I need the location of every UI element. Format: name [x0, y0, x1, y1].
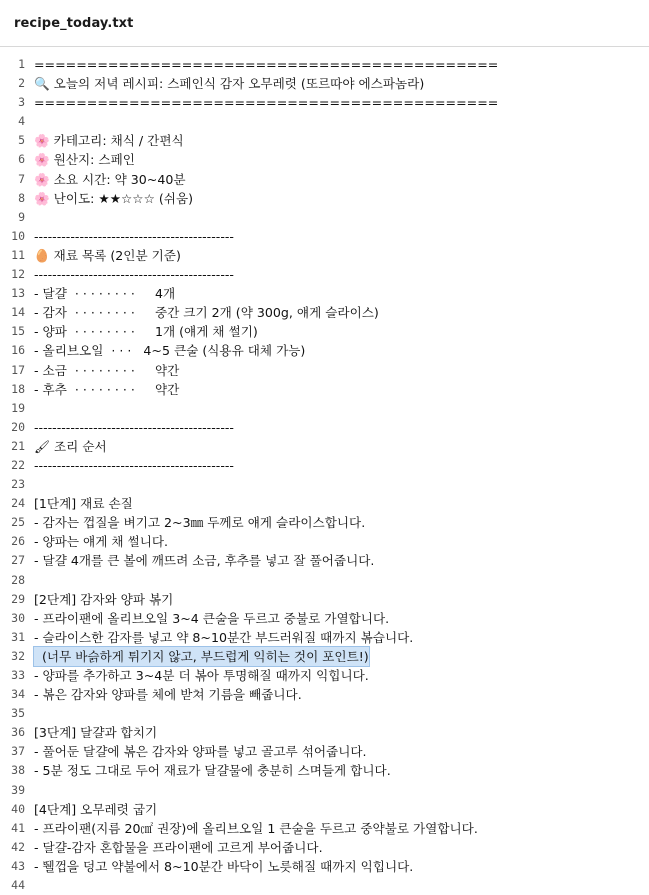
line-number: 26 — [11, 534, 25, 549]
editor-line[interactable] — [0, 55, 649, 74]
editor-line[interactable] — [0, 399, 649, 418]
line-text: - 올리브오일 · · · 4~5 큰술 (식용유 대체 가능) — [34, 343, 306, 359]
line-number: 38 — [11, 763, 25, 778]
line-number: 15 — [11, 324, 25, 339]
editor-line[interactable] — [0, 437, 649, 456]
editor-line[interactable] — [0, 857, 649, 876]
line-text: - 양파를 추가하고 3~4분 더 볶아 투명해질 때까지 익힙니다. — [34, 668, 369, 683]
editor-line[interactable] — [0, 380, 649, 399]
line-number: 25 — [11, 515, 25, 530]
editor-line[interactable] — [0, 494, 649, 513]
editor-line[interactable] — [0, 761, 649, 780]
editor-line[interactable] — [0, 475, 649, 494]
line-number: 17 — [11, 362, 25, 377]
editor-line[interactable] — [0, 284, 649, 303]
line-text: - 풀어둔 달걀에 볶은 감자와 양파를 넣고 골고루 섞어줍니다. — [34, 744, 367, 760]
line-number: 8 — [18, 190, 25, 205]
line-text: -------------------------------------------- — [34, 457, 234, 473]
line-text: - 양파는 얘게 채 썰니다. — [34, 534, 169, 550]
line-number: 5 — [18, 133, 25, 148]
line-number: 36 — [11, 725, 25, 740]
line-text: - 달걀 · · · · · · · · 4개 — [34, 286, 176, 302]
line-number: 16 — [11, 343, 25, 358]
line-text: - 슬라이스한 감자를 넣고 약 8~10분간 부드러워질 때까지 볶습니다. — [34, 629, 414, 645]
line-number: 31 — [11, 629, 25, 644]
line-number: 1 — [18, 57, 25, 71]
line-text: -------------------------------------------- — [34, 228, 234, 244]
line-number: 37 — [11, 744, 25, 759]
line-number: 21 — [11, 438, 25, 453]
line-number: 11 — [11, 247, 25, 262]
line-number: 35 — [11, 706, 25, 721]
editor-line[interactable] — [0, 723, 649, 742]
line-text: 🌸 카테고리: 채식 / 간편식 — [34, 133, 184, 149]
line-number: 2 — [18, 76, 25, 91]
line-text: - 달걀 4개를 큰 볼에 깨뜨려 소금, 후추를 넣고 잘 풀어줍니다. — [34, 553, 375, 569]
editor-line[interactable] — [0, 93, 649, 112]
line-number: 40 — [11, 801, 25, 816]
line-number: 14 — [11, 305, 25, 320]
line-text: - 감자는 껍질을 벼기고 2~3㎜ 두께로 얘게 슬라이스합니다. — [34, 515, 366, 531]
line-number: 41 — [11, 820, 25, 835]
line-number: 20 — [11, 419, 25, 434]
editor-line[interactable] — [0, 170, 649, 189]
editor-line[interactable] — [0, 838, 649, 857]
line-text: - 프라이팬(지름 20㎠ 권장)에 올리브오일 1 큰술을 두르고 중약불로 가열합니다. — [34, 820, 478, 836]
editor-line[interactable] — [0, 456, 649, 475]
line-number: 34 — [11, 687, 25, 702]
editor-line[interactable] — [0, 150, 649, 169]
line-text: - 소금 · · · · · · · · 약간 — [34, 362, 180, 378]
editor-line[interactable] — [0, 628, 649, 647]
line-text: 🌸 원산지: 스페인 — [34, 152, 135, 168]
editor-line[interactable] — [0, 647, 649, 666]
editor-line[interactable] — [0, 666, 649, 685]
line-text: - 양파 · · · · · · · · 1개 (얘게 채 썰기) — [34, 324, 258, 340]
editor-line[interactable] — [0, 361, 649, 380]
line-text: ============================================ — [34, 95, 499, 111]
editor-line[interactable] — [0, 532, 649, 551]
line-text: [1단계] 재료 손질 — [34, 496, 133, 512]
editor-line[interactable] — [0, 742, 649, 761]
line-number: 18 — [11, 381, 25, 396]
line-text: - 후추 · · · · · · · · 약간 — [34, 381, 180, 397]
line-text: 🖌 조리 순서 — [34, 438, 107, 454]
line-number: 27 — [11, 553, 25, 568]
editor-line[interactable] — [0, 227, 649, 246]
editor-line[interactable] — [0, 265, 649, 284]
editor-line[interactable] — [0, 571, 649, 590]
line-text: [4단계] 오무레렷 굽기 — [34, 801, 158, 817]
line-number: 12 — [11, 267, 25, 282]
editor-line[interactable] — [0, 609, 649, 628]
line-number: 10 — [11, 228, 25, 243]
line-text: -------------------------------------------- — [34, 419, 234, 435]
line-number: 6 — [18, 152, 25, 167]
editor-line[interactable] — [0, 246, 649, 265]
line-text: - 달걀-감자 혼합물을 프라이팬에 고르게 부어줍니다. — [34, 839, 323, 855]
editor-line[interactable] — [0, 303, 649, 322]
line-number: 44 — [11, 878, 25, 893]
editor-line[interactable] — [0, 781, 649, 800]
line-text: 🌸 소요 시간: 약 30~40분 — [34, 171, 186, 187]
line-text: 🌸 난이도: ★★☆☆☆ (쉬움) — [34, 190, 194, 206]
line-number: 24 — [11, 496, 25, 511]
editor-line[interactable] — [0, 322, 649, 341]
line-text: ============================================ — [34, 57, 499, 72]
editor-line[interactable] — [0, 418, 649, 437]
editor-line[interactable] — [0, 876, 649, 895]
editor-line[interactable] — [0, 131, 649, 150]
line-number: 3 — [18, 95, 25, 110]
editor-line[interactable] — [0, 208, 649, 227]
line-number: 19 — [11, 400, 25, 415]
line-number: 43 — [11, 858, 25, 873]
line-text: - 5분 정도 그대로 두어 재료가 달걀물에 충분히 스며들게 합니다. — [34, 763, 391, 779]
line-number: 28 — [11, 572, 25, 587]
editor-line[interactable] — [0, 800, 649, 819]
text-editor-content[interactable] — [0, 47, 649, 895]
title-bar — [0, 0, 649, 40]
line-number: 30 — [11, 610, 25, 625]
line-text: [2단계] 감자와 양파 볶기 — [34, 591, 174, 607]
editor-line[interactable] — [0, 341, 649, 360]
line-number: 33 — [11, 668, 25, 682]
line-number: 22 — [11, 457, 25, 472]
editor-line[interactable] — [0, 513, 649, 532]
editor-line[interactable] — [0, 551, 649, 570]
editor-line[interactable] — [0, 704, 649, 723]
line-text: (너무 바슭하게 튀기지 않고, 부드럽게 익히는 것이 포인트!) — [34, 647, 369, 666]
line-number: 23 — [11, 477, 25, 492]
line-text: 🥚 재료 목록 (2인분 기준) — [34, 247, 181, 263]
editor-line[interactable] — [0, 685, 649, 704]
line-text: - 프라이팬에 올리브오일 3~4 큰술을 두르고 중불로 가열합니다. — [34, 610, 390, 626]
editor-line[interactable] — [0, 74, 649, 93]
line-text: - 뛜껍을 덩고 약불에서 8~10분간 바닥이 노릇해질 때까지 익힙니다. — [34, 858, 414, 874]
line-number: 32 — [11, 648, 25, 663]
line-number: 13 — [11, 286, 25, 301]
line-number: 7 — [18, 171, 25, 186]
line-text: [3단계] 달걀과 합치기 — [34, 725, 158, 741]
line-number: 9 — [18, 209, 25, 224]
line-text: - 볶은 감자와 양파를 체에 받쳐 기름을 빼줍니다. — [34, 687, 302, 703]
line-number: 29 — [11, 591, 25, 606]
line-text: - 감자 · · · · · · · · 중간 크기 2개 (약 300g, 얘게 슬라이스) — [34, 305, 379, 321]
editor-line[interactable] — [0, 590, 649, 609]
editor-line[interactable] — [0, 819, 649, 838]
line-number: 4 — [18, 114, 25, 129]
file-name-label: recipe_today.txt — [14, 16, 134, 31]
line-number: 39 — [11, 782, 25, 797]
line-text: -------------------------------------------- — [34, 267, 234, 283]
line-text: 🔍 오늘의 저녁 레시피: 스페인식 감자 오무레렷 (또르따야 에스파놈라) — [34, 76, 425, 92]
editor-line[interactable] — [0, 189, 649, 208]
editor-line[interactable] — [0, 112, 649, 131]
line-number: 42 — [11, 839, 25, 854]
